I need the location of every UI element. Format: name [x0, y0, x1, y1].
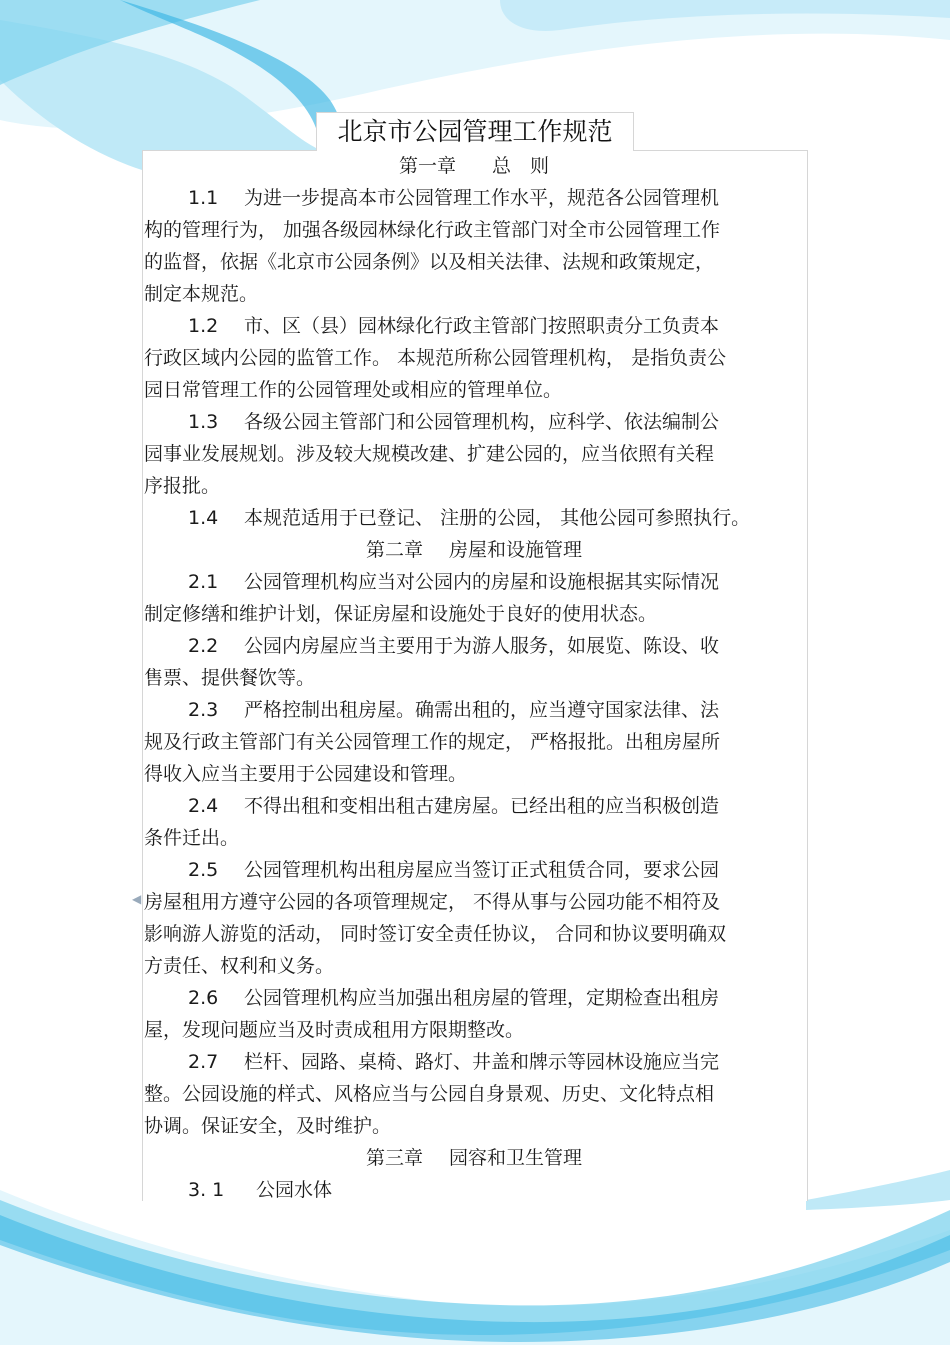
clause-text: 公园水体 [256, 1179, 333, 1201]
paragraph-3-1-line-1 [144, 1174, 804, 1206]
side-mark-icon: ◀ [132, 892, 142, 906]
clause-number: 1.1 [188, 187, 219, 209]
paragraph-2-3-line-1 [144, 694, 804, 726]
clause-text: 不得出租和变相出租古建房屋。已经出租的应当积极创造 [244, 795, 720, 817]
chapter-name: 房屋和设施管理 [449, 539, 583, 561]
paragraph-1-3-line-3: 序报批。 [144, 475, 221, 497]
clause-number: 3. 1 [188, 1179, 225, 1201]
chapter-heading-2 [144, 534, 804, 566]
paragraph-1-2-line-3: 园日常管理工作的公园管理处或相应的管理单位。 [144, 379, 563, 401]
clause-text: 公园内房屋应当主要用于为游人服务，如展览、陈设、收 [244, 635, 720, 657]
paragraph-1-2-line-2: 行政区域内公园的监管工作。 本规范所称公园管理机构， 是指负责公 [144, 347, 727, 369]
clause-text: 为进一步提高本市公园管理工作水平，规范各公园管理机 [244, 187, 720, 209]
paragraph-2-2-line-1 [144, 630, 804, 662]
paragraph-2-5-line-3: 影响游人游览的活动， 同时签订安全责任协议， 合同和协议要明确双 [144, 923, 727, 945]
paragraph-2-1-line-2: 制定修缮和维护计划，保证房屋和设施处于良好的使用状态。 [144, 603, 658, 625]
clause-text: 栏杆、园路、桌椅、路灯、井盖和牌示等园林设施应当完 [244, 1051, 720, 1073]
chapter-number: 第二章 [365, 539, 423, 561]
paragraph-1-1-line-4: 制定本规范。 [144, 283, 259, 305]
clause-text: 公园管理机构应当加强出租房屋的管理，定期检查出租房 [244, 987, 720, 1009]
paragraph-2-5-line-1 [144, 854, 804, 886]
paragraph-2-5-line-2: 房屋租用方遵守公园的各项管理规定， 不得从事与公园功能不相符及 [144, 891, 721, 913]
clause-text: 各级公园主管部门和公园管理机构，应科学、依法编制公 [244, 411, 720, 433]
paragraph-1-1-line-1 [144, 182, 804, 214]
clause-text: 公园管理机构出租房屋应当签订正式租赁合同，要求公园 [244, 859, 720, 881]
paragraph-1-3-line-1 [144, 406, 804, 438]
clause-text: 市、区（县）园林绿化行政主管部门按照职责分工负责本 [244, 315, 720, 337]
clause-number: 2.3 [188, 699, 219, 721]
paragraph-2-3-line-3: 得收入应当主要用于公园建设和管理。 [144, 763, 468, 785]
chapter-number: 第一章 [398, 155, 456, 177]
paragraph-1-1-line-2: 构的管理行为， 加强各级园林绿化行政主管部门对全市公园管理工作 [144, 219, 721, 241]
clause-number: 2.1 [188, 571, 219, 593]
paragraph-1-1-line-3: 的监督，依据《北京市公园条例》以及相关法律、法规和政策规定， [144, 251, 715, 273]
paragraph-2-6-line-1 [144, 982, 804, 1014]
paragraph-2-4-line-2: 条件迁出。 [144, 827, 240, 849]
paragraph-1-4-line-1 [144, 502, 804, 534]
clause-number: 1.2 [188, 315, 219, 337]
clause-text: 严格控制出租房屋。确需出租的，应当遵守国家法律、法 [244, 699, 720, 721]
chapter-name: 园容和卫生管理 [449, 1147, 583, 1169]
clause-number: 1.3 [188, 411, 219, 433]
chapter-number: 第三章 [365, 1147, 423, 1169]
clause-number: 2.5 [188, 859, 219, 881]
clause-text: 本规范适用于已登记、 注册的公园， 其他公园可参照执行。 [244, 507, 751, 529]
paragraph-2-2-line-2: 售票、提供餐饮等。 [144, 667, 316, 689]
paragraph-2-7-line-1 [144, 1046, 804, 1078]
document-title: 北京市公园管理工作规范 [316, 112, 634, 151]
paragraph-2-7-line-2: 整。公园设施的样式、风格应当与公园自身景观、历史、文化特点相 [144, 1083, 715, 1105]
paragraph-2-4-line-1 [144, 790, 804, 822]
paragraph-1-3-line-2: 园事业发展规划。涉及较大规模改建、扩建公园的，应当依照有关程 [144, 443, 715, 465]
clause-number: 2.7 [188, 1051, 219, 1073]
clause-number: 2.6 [188, 987, 219, 1009]
paragraph-1-2-line-1 [144, 310, 804, 342]
chapter-name: 总 则 [492, 155, 550, 177]
clause-number: 2.4 [188, 795, 219, 817]
clause-text: 公园管理机构应当对公园内的房屋和设施根据其实际情况 [244, 571, 720, 593]
paragraph-2-3-line-2: 规及行政主管部门有关公园管理工作的规定， 严格报批。出租房屋所 [144, 731, 721, 753]
clause-number: 2.2 [188, 635, 219, 657]
paragraph-2-1-line-1 [144, 566, 804, 598]
paragraph-2-6-line-2: 屋，发现问题应当及时责成租用方限期整改。 [144, 1019, 525, 1041]
paragraph-2-5-line-4: 方责任、权利和义务。 [144, 955, 335, 977]
clause-number: 1.4 [188, 507, 219, 529]
chapter-heading-1 [144, 150, 804, 182]
paragraph-2-7-line-3: 协调。保证安全，及时维护。 [144, 1115, 392, 1137]
chapter-heading-3 [144, 1142, 804, 1174]
